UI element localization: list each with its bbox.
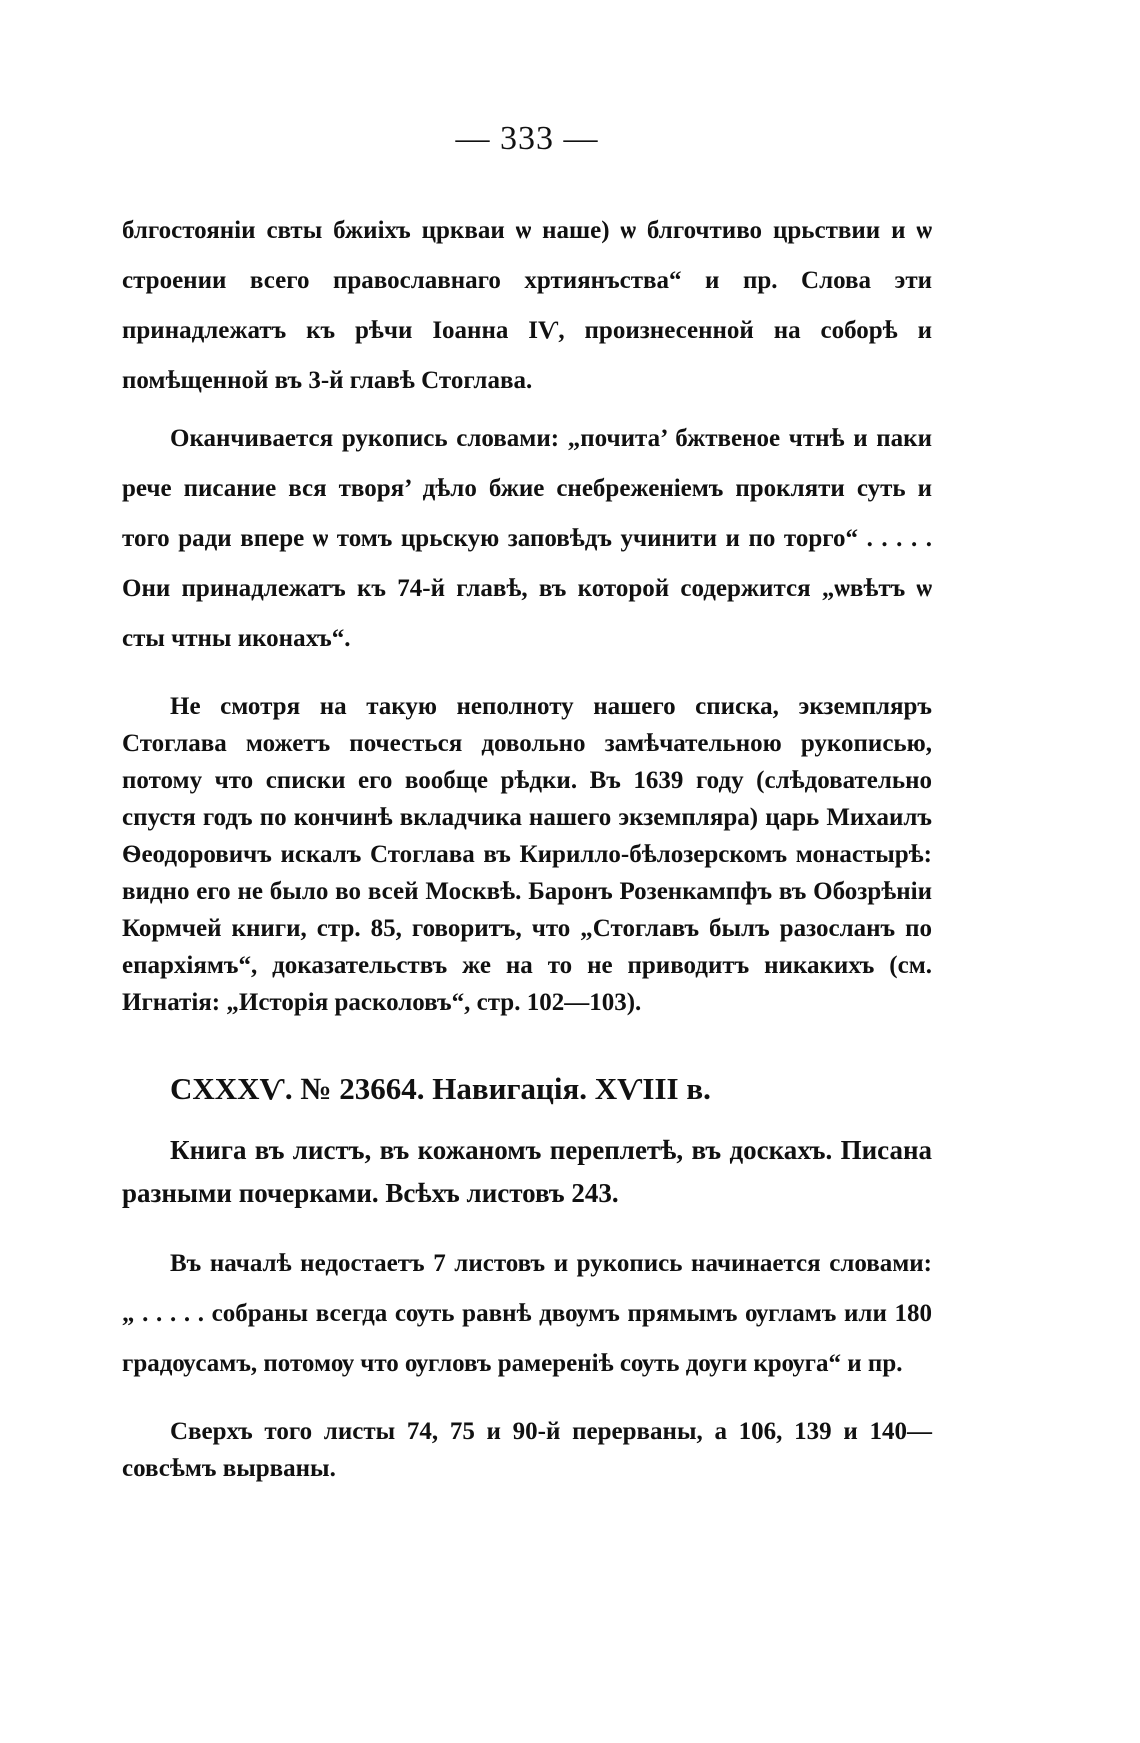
paragraph-manuscript-ending: Оканчивается рукопись словами: „почита’ бжтвеное чтнѣ и паки рече писание вся творя’ дѣло бжие снебреженiемъ прокляти суть и того ради впере ѡ томъ црьскую заповѣдъ учинити и по торго“ . . . . . Они принадлежатъ къ 74-й главѣ, въ которой содержится „ѡвѣтъ ѡ сты чтны иконахъ“. xyxy=(122,425,932,652)
paragraph-torn-leaves: Сверхъ того листы 74, 75 и 90-й перерваны, а 106, 139 и 140—совсѣмъ вырваны. xyxy=(122,1418,932,1482)
paragraph-book-description: Книга въ листъ, въ кожаномъ переплетѣ, въ доскахъ. Писана разными почерками. Всѣхъ листовъ 243. xyxy=(122,1135,932,1208)
page xyxy=(122,120,932,1680)
page-number: — 333 — xyxy=(455,120,599,157)
section-title: CXXXѴ. № 23664. Навигацiя. XѴIII в. xyxy=(170,1071,711,1106)
paragraph-copy-rarity: Не смотря на такую неполноту нашего списка, экземпляръ Стоглава можетъ почесться довольно замѣчательною рукописью, потому что списки его вообще рѣдки. Въ 1639 году (слѣдовательно спустя годъ по кончинѣ вкладчика нашего экземпляра) царь Михаилъ Ѳеодоровичъ искалъ Стоглава въ Кирилло-бѣлозерскомъ монастырѣ: видно его не было во всей Москвѣ. Баронъ Розенкампфъ въ Обозрѣнiи Кормчей книги, стр. 85, говоритъ, что „Стоглавъ былъ разосланъ по епархiямъ“, доказательствъ же на то не приводитъ никакихъ (см. Игнатiя: „Исторiя расколовъ“, стр. 102—103). xyxy=(122,693,932,1016)
paragraph-stoglav-quote: блгостоянiи свты бжиiхъ цркваи ѡ наше) ѡ блгочтиво црьствии и ѡ строении всего православнаго хртиянъства“ и пр. Слова эти принадлежатъ къ рѣчи Іоанна IѴ, произнесенной на соборѣ и помѣщенной въ 3-й главѣ Стоглава. xyxy=(122,217,932,394)
paragraph-missing-leaves: Въ началѣ недостаетъ 7 листовъ и рукопись начинается словами: „ . . . . . собраны всегда сѹть равнѣ двѹмъ прямымъ ѹгламъ или 180 градѹсамъ, потомѹ что ѹгловъ рамеренiѣ сѹть дѹги крѹга“ и пр. xyxy=(122,1250,932,1377)
